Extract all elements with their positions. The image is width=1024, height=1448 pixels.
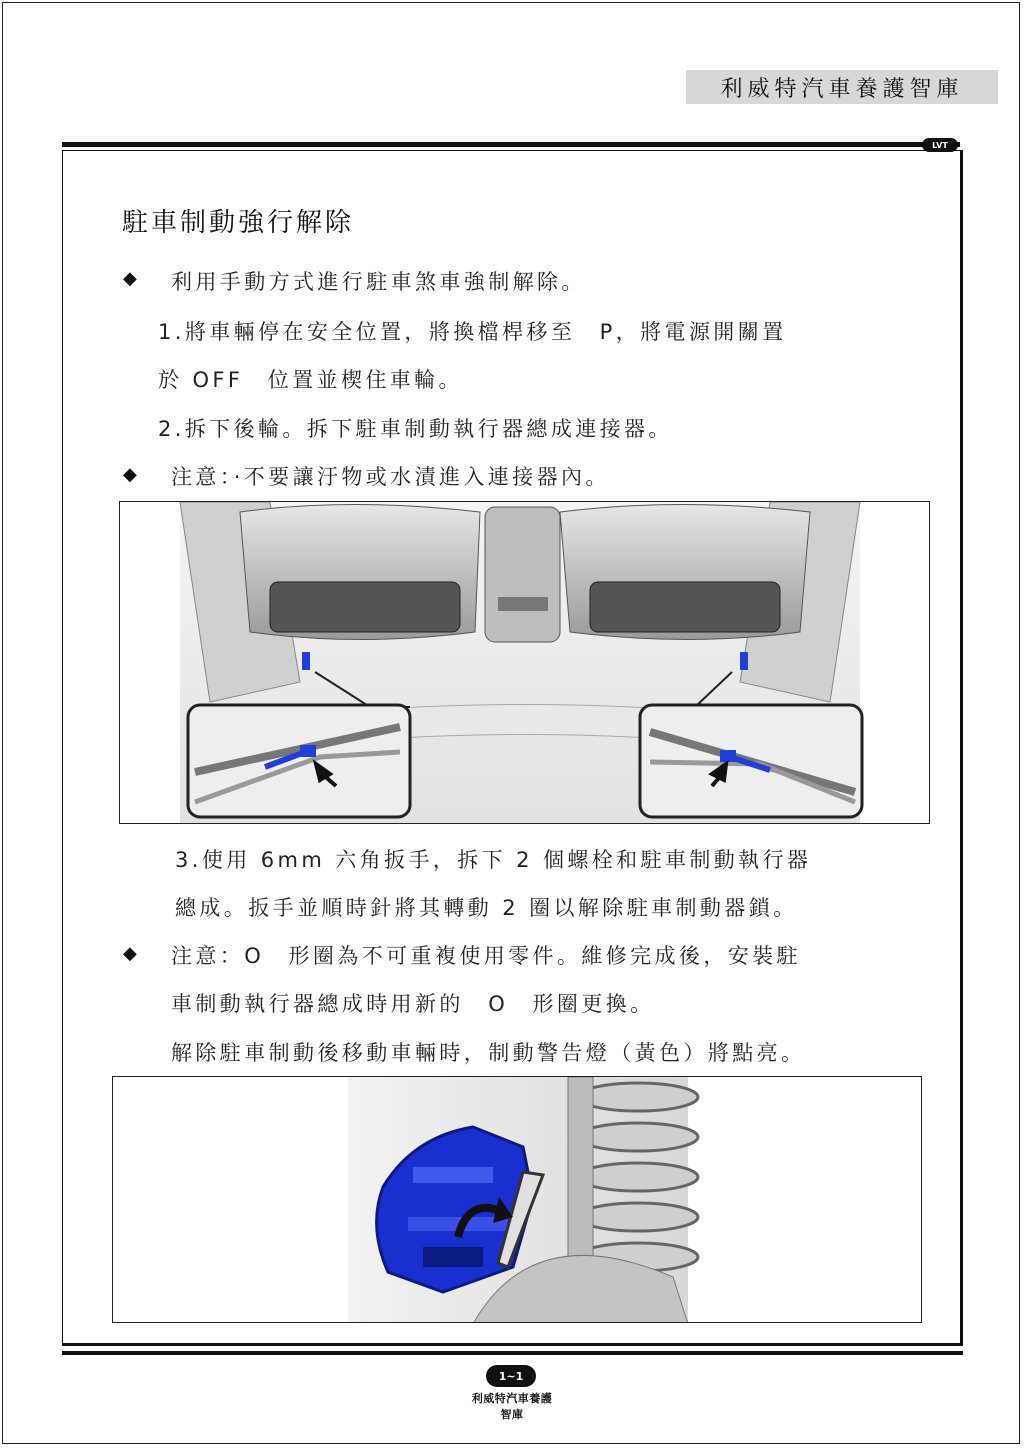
step3-line1: 3.使用 6mm 六角扳手，拆下 2 個螺栓和駐車制動執行器 bbox=[175, 848, 812, 872]
step2-text: 2.拆下後輪。拆下駐車制動執行器總成連接器。 bbox=[158, 417, 673, 441]
rear-seat-illustration bbox=[120, 502, 930, 824]
diamond-bullet-icon: ◆ bbox=[123, 943, 137, 964]
lvt-logo: LVT bbox=[922, 138, 958, 152]
caliper-figure bbox=[112, 1076, 922, 1323]
step1-line2: 於 OFF 位置並楔住車輪。 bbox=[158, 368, 463, 392]
note2-line3: 解除駐車制動後移動車輛時，制動警告燈（黃色）將點亮。 bbox=[171, 1041, 806, 1065]
page-number-badge: 1~1 bbox=[486, 1365, 536, 1387]
top-rule bbox=[62, 142, 960, 147]
header-title: 利威特汽車養護智庫 bbox=[686, 70, 998, 104]
intro-text: 利用手動方式進行駐車煞車強制解除。 bbox=[171, 270, 586, 294]
diamond-bullet-icon: ◆ bbox=[123, 464, 137, 485]
bottom-rule bbox=[62, 1351, 963, 1355]
step1-line1: 1.將車輛停在安全位置，將換檔桿移至 P，將電源開關置 bbox=[158, 320, 787, 344]
footer-caption: 利威特汽車養護智庫 bbox=[471, 1392, 553, 1421]
caliper-illustration bbox=[113, 1077, 922, 1323]
step3-line2: 總成。扳手並順時針將其轉動 2 圈以解除駐車制動器鎖。 bbox=[175, 896, 798, 920]
note2-line1: 注意：O 形圈為不可重複使用零件。維修完成後，安裝駐 bbox=[171, 944, 801, 968]
diamond-bullet-icon: ◆ bbox=[123, 268, 137, 289]
right-connector-inset bbox=[640, 705, 862, 817]
left-connector-inset bbox=[188, 705, 410, 817]
note2-line2: 車制動執行器總成時用新的 O 形圈更換。 bbox=[171, 992, 655, 1016]
note1-text: 注意：·不要讓汙物或水漬進入連接器內。 bbox=[171, 465, 610, 489]
section-title: 駐車制動強行解除 bbox=[122, 208, 355, 238]
connector-figure bbox=[119, 501, 930, 824]
